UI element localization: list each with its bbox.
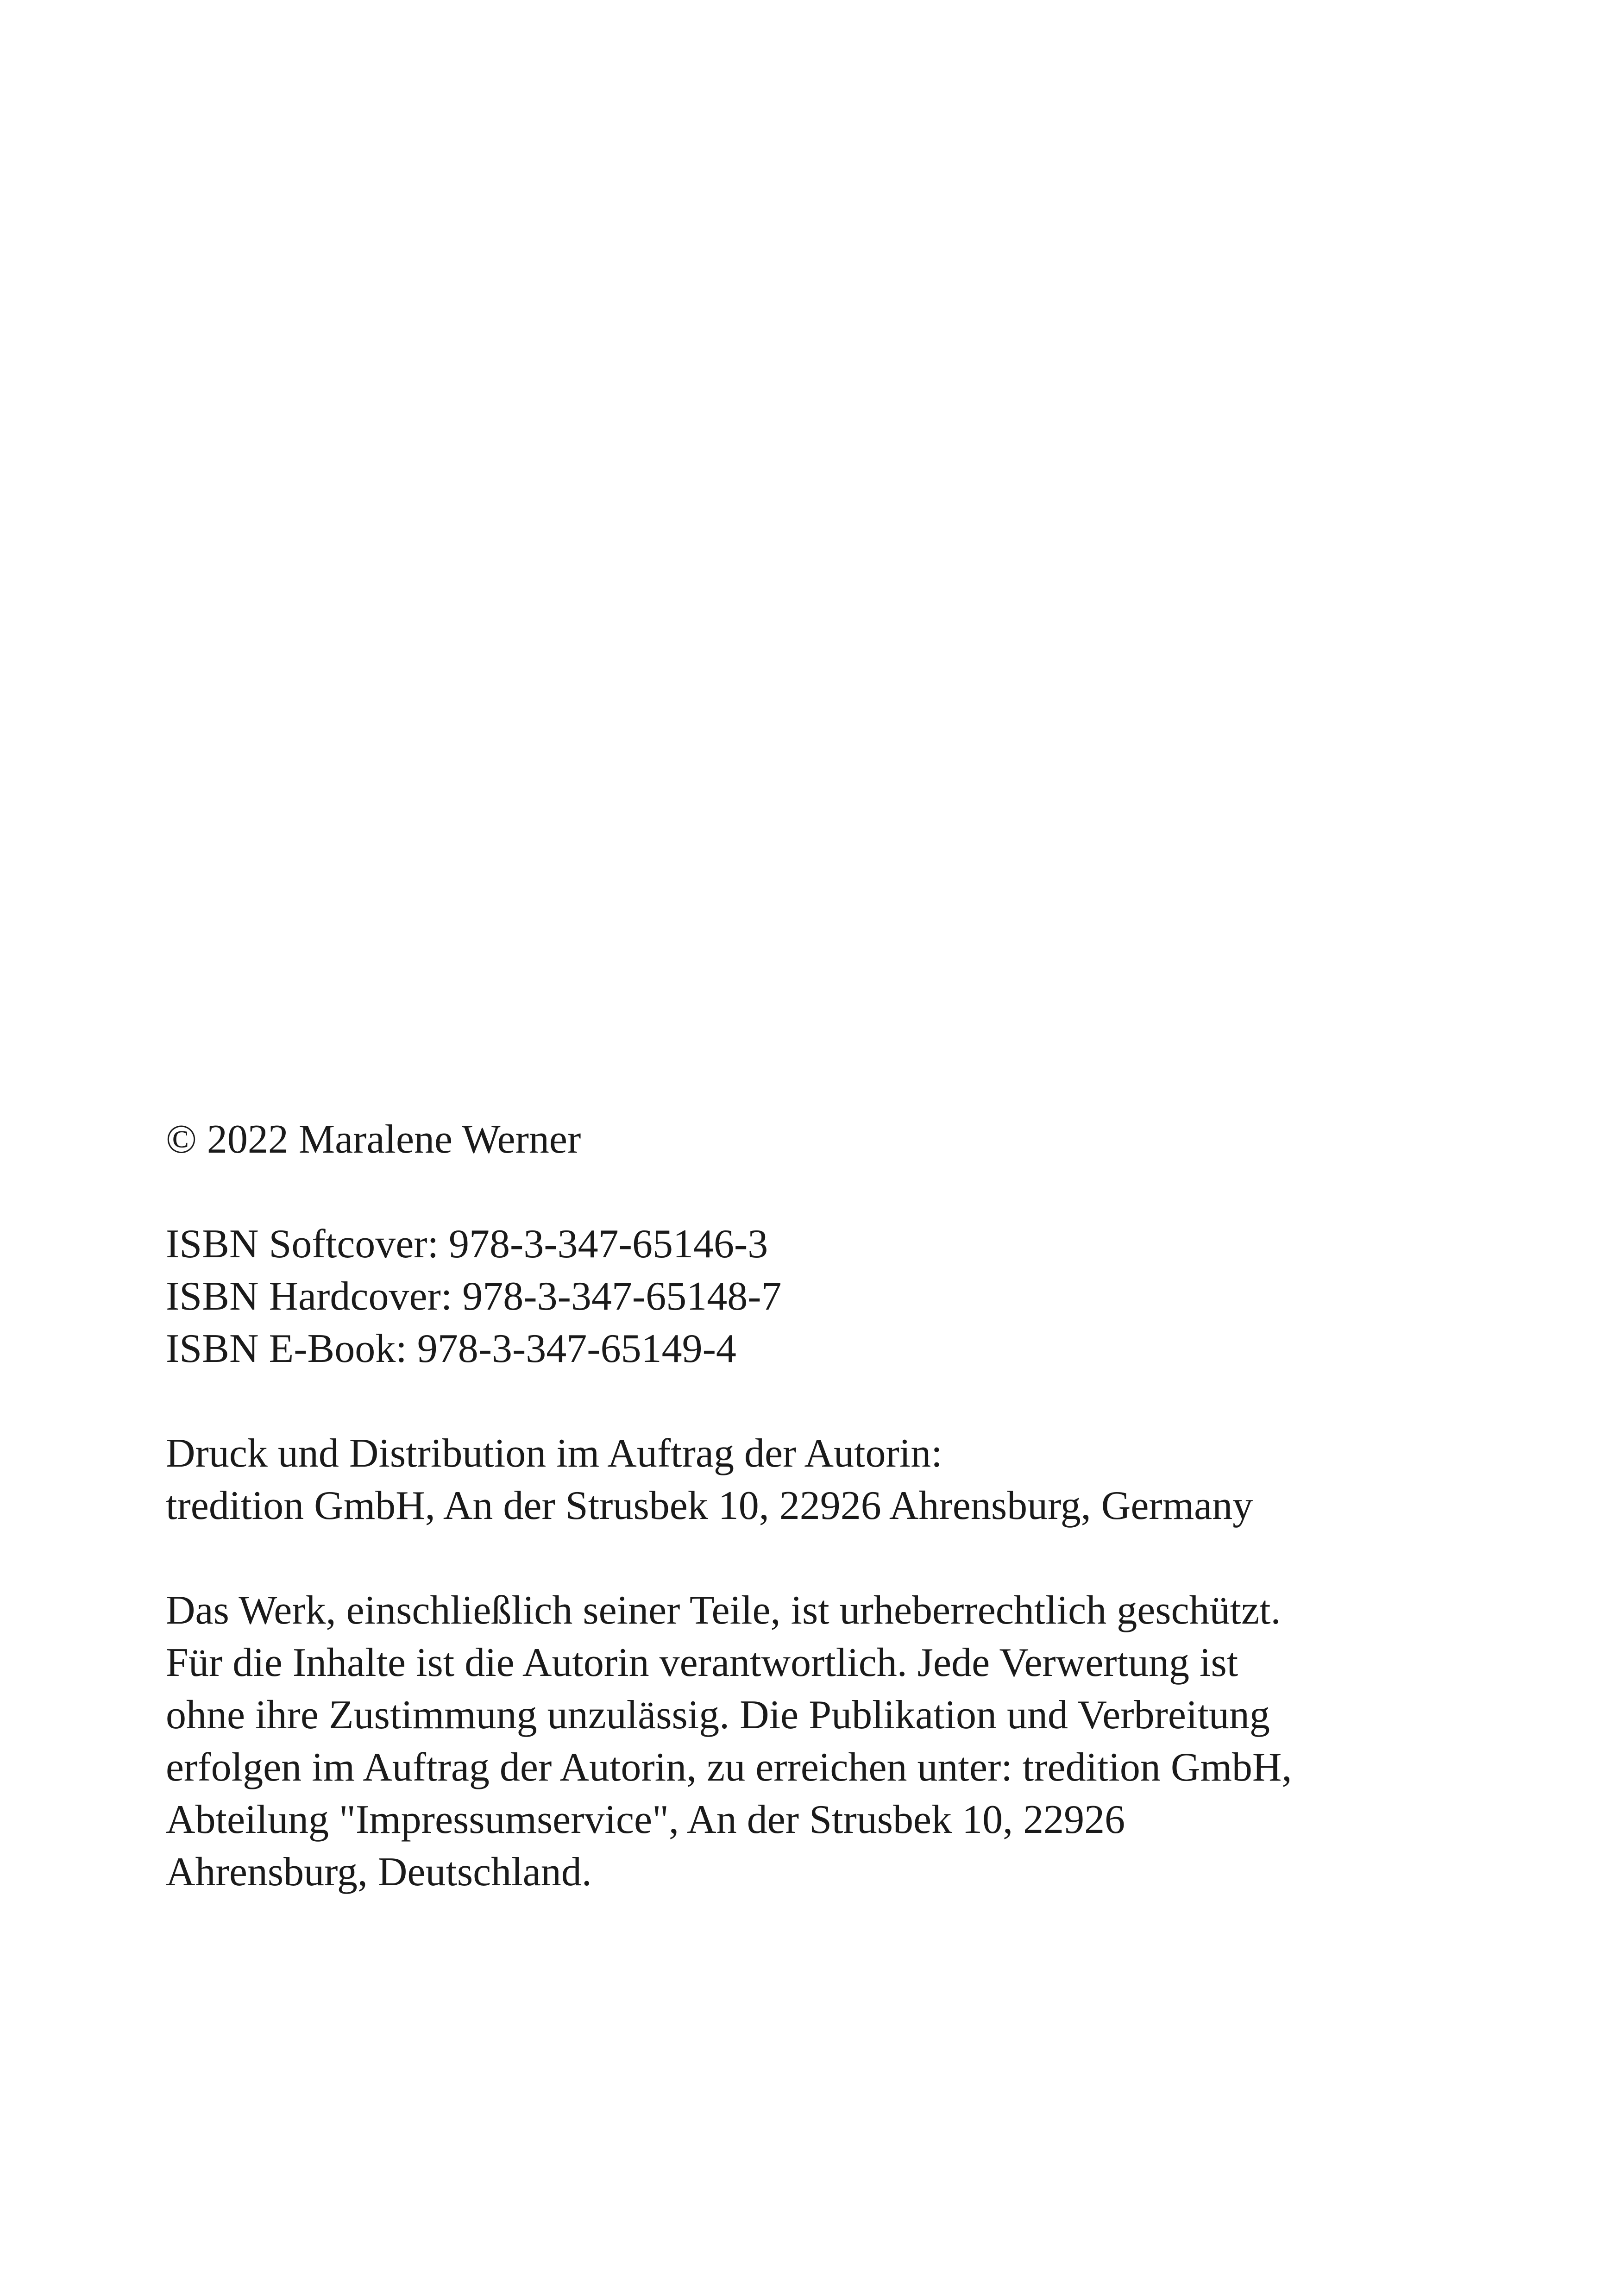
isbn-section [166,1218,1509,1375]
copyright-section [166,1113,1509,1166]
legal-line: Das Werk, einschließlich seiner Teile, ist urheberrechtlich geschützt. [166,1588,1281,1633]
imprint-block [166,1113,1509,1898]
legal-line: Ahrensburg, Deutschland. [166,1850,592,1895]
legal-line: ohne ihre Zustimmung unzulässig. Die Publikation und Verbreitung [166,1693,1270,1738]
distribution-line-1: Druck und Distribution im Auftrag der Autorin: [166,1431,942,1476]
copyright-line: © 2022 Maralene Werner [166,1117,581,1162]
spacer [166,1532,1509,1584]
isbn-ebook: ISBN E-Book: 978-3-347-65149-4 [166,1326,736,1371]
isbn-softcover: ISBN Softcover: 978-3-347-65146-3 [166,1222,768,1267]
spacer [166,1166,1509,1218]
distribution-line-2: tredition GmbH, An der Strusbek 10, 22926 Ahrensburg, Germany [166,1483,1253,1528]
isbn-hardcover: ISBN Hardcover: 978-3-347-65148-7 [166,1274,782,1319]
legal-line: Für die Inhalte ist die Autorin verantwortlich. Jede Verwertung ist [166,1640,1238,1685]
distribution-section [166,1427,1509,1532]
legal-line: erfolgen im Auftrag der Autorin, zu erreichen unter: tredition GmbH, [166,1745,1292,1790]
spacer [166,1375,1509,1427]
legal-notice-section [166,1584,1509,1898]
legal-line: Abteilung "Impressumservice", An der Strusbek 10, 22926 [166,1797,1125,1842]
